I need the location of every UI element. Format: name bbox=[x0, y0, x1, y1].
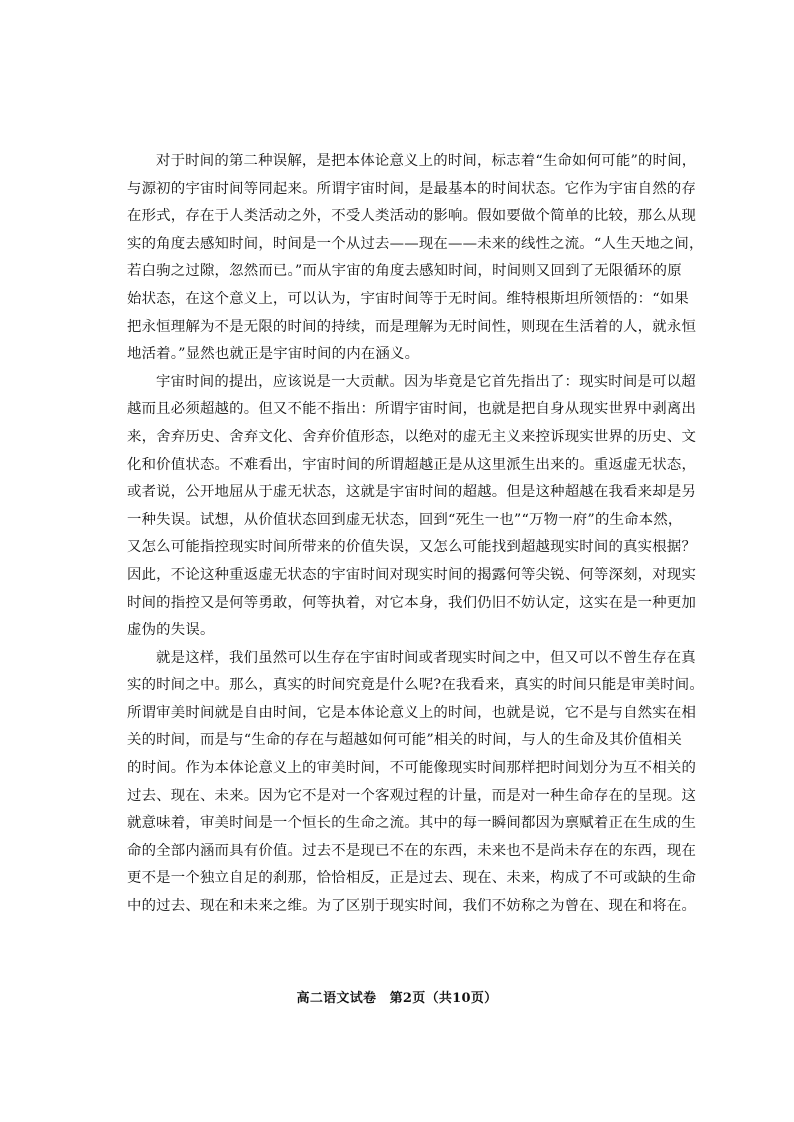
text-line: 一种失误。试想，从价值状态回到虚无状态，回到“死生一也”“万物一府”的生命本然， bbox=[127, 511, 683, 528]
text-line: 化和价值状态。不难看出，宇宙时间的所谓超越正是从这里派生出来的。重返虚无状态， bbox=[127, 456, 697, 473]
text-line: 来，舍弃历史、舍弃文化、舍弃价值形态，以绝对的虚无主义来控诉现实世界的历史、文 bbox=[127, 428, 697, 445]
text-line: 虚伪的失误。 bbox=[127, 622, 215, 639]
text-line: 越而且必须超越的。但又不能不指出：所谓宇宙时间，也就是把自身从现实世界中剥离出 bbox=[127, 401, 697, 418]
text-line: 所谓审美时间就是自由时间，它是本体论意义上的时间，也就是说，它不是与自然实在相 bbox=[127, 704, 697, 721]
text-line: 因此，不论这种重返虚无状态的宇宙时间对现实时间的揭露何等尖锐、何等深刻，对现实 bbox=[127, 566, 697, 583]
text-line: 或者说，公开地屈从于虚无状态，这就是宇宙时间的超越。但是这种超越在我看来却是另 bbox=[127, 484, 697, 501]
paragraph-1 bbox=[127, 148, 704, 369]
text-line: 对于时间的第二种误解，是把本体论意义上的时间，标志着“生命如何可能”的时间， bbox=[156, 153, 697, 169]
text-line: 时间的指控又是何等勇敢，何等执着，对它本身，我们仍旧不妨认定，这实在是一种更加 bbox=[127, 594, 697, 611]
text-line: 宇宙时间的提出，应该说是一大贡献。因为毕竟是它首先指出了：现实时间是可以超 bbox=[156, 373, 696, 390]
body-text bbox=[127, 148, 704, 921]
text-line: 关的时间，而是与“生命的存在与超越如何可能”相关的时间，与人的生命及其价值相关 bbox=[127, 732, 682, 749]
text-line: 若白驹之过隙，忽然而已。”而从宇宙的角度去感知时间，时间则又回到了无限循环的原 bbox=[127, 263, 682, 280]
paragraph-2 bbox=[127, 369, 697, 645]
text-line: 的时间。作为本体论意义上的审美时间，不可能像现实时间那样把时间划分为互不相关的 bbox=[127, 760, 697, 777]
text-line: 在形式，存在于人类活动之外，不受人类活动的影响。假如要做个简单的比较，那么从现 bbox=[127, 208, 697, 225]
text-line: 中的过去、现在和未来之维。为了区别于现实时间，我们不妨称之为曾在、现在和将在。 bbox=[127, 898, 697, 915]
text-line: 与源初的宇宙时间等同起来。所谓宇宙时间，是最基本的时间状态。它作为宇宙自然的存 bbox=[127, 180, 697, 197]
text-line: 又怎么可能指控现实时间所带来的价值失误，又怎么可能找到超越现实时间的真实根据？ bbox=[127, 539, 697, 556]
paragraph-3 bbox=[127, 645, 704, 921]
text-line: 更不是一个独立自足的刹那，恰恰相反，正是过去、现在、未来，构成了不可或缺的生命 bbox=[127, 870, 697, 887]
text-line: 实的时间之中。那么，真实的时间究竟是什么呢?在我看来，真实的时间只能是审美时间。 bbox=[127, 677, 704, 694]
page-footer: 高二语文试卷 第2页（共10页） bbox=[296, 991, 498, 1006]
text-line: 始状态，在这个意义上，可以认为，宇宙时间等于无时间。维特根斯坦所领悟的：“如果 bbox=[127, 290, 690, 307]
text-line: 命的全部内涵而具有价值。过去不是现已不在的东西，未来也不是尚未存在的东西，现在 bbox=[127, 842, 697, 859]
text-line: 就是这样，我们虽然可以生存在宇宙时间或者现实时间之中，但又可以不曾生存在真 bbox=[156, 649, 696, 666]
text-line: 过去、现在、未来。因为它不是对一个客观过程的计量，而是对一种生命存在的呈现。这 bbox=[127, 787, 697, 804]
text-line: 地活着。”显然也就正是宇宙时间的内在涵义。 bbox=[127, 346, 420, 363]
text-line: 就意味着，审美时间是一个恒长的生命之流。其中的每一瞬间都因为禀赋着正在生成的生 bbox=[127, 815, 697, 832]
text-line: 把永恒理解为不是无限的时间的持续，而是理解为无时间性，则现在生活着的人，就永恒 bbox=[127, 318, 697, 335]
text-line: 实的角度去感知时间，时间是一个从过去——现在——未来的线性之流。“人生天地之间， bbox=[127, 235, 704, 252]
